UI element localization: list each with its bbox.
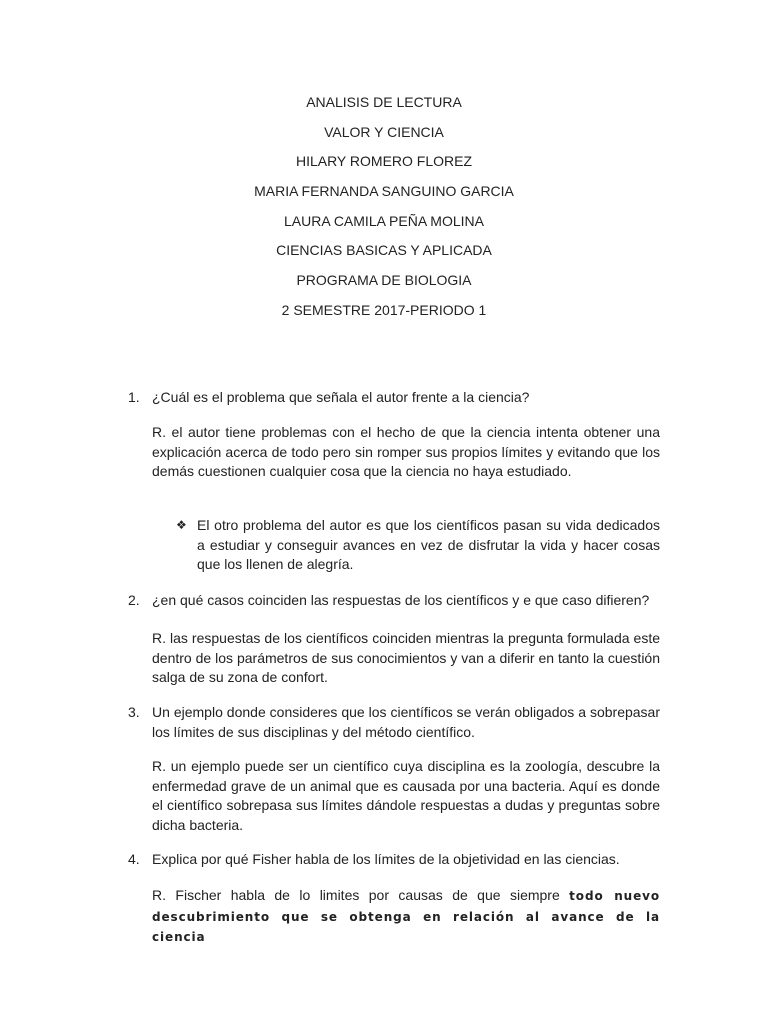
question-2 (128, 591, 660, 611)
answer-text: R. Fischer habla de lo limites por causas de que siempre (152, 887, 570, 903)
question-4 (128, 850, 660, 870)
answer-1: R. el autor tiene problemas con el hecho de que la ciencia intenta obtener una explicación acerca de todo pero sin romper sus propios límites y evitando que los demás cuestionen cualquier cosa que la ciencia no haya estudiado. (152, 424, 660, 479)
author-line: HILARY ROMERO FLOREZ (295, 153, 473, 170)
question-1 (128, 388, 660, 408)
title-block (0, 92, 768, 330)
question-number: 1. (128, 389, 140, 405)
question-number: 2. (128, 592, 140, 608)
faculty-line: CIENCIAS BASICAS Y APLICADA (276, 242, 492, 259)
answer-3: R. un ejemplo puede ser un científico cuya disciplina es la zoología, descubre la enfermedad grave de un animal que es causada por una bacteria. Aquí es donde el científico sobrepasa sus límites dándole respuestas a dudas y preguntas sobre dicha bacteria. (152, 758, 660, 833)
question-number: 4. (128, 851, 140, 867)
author-line: LAURA CAMILA PEÑA MOLINA (284, 212, 484, 229)
semester-line: 2 SEMESTRE 2017-PERIODO 1 (281, 301, 487, 318)
question-text: ¿en qué casos coinciden las respuestas de los científicos y e que caso difieren? (152, 592, 650, 608)
question-text: Explica por qué Fisher habla de los límites de la objetividad en las ciencias. (152, 851, 620, 867)
subject-line: VALOR Y CIENCIA (324, 123, 444, 140)
question-text: Un ejemplo donde consideres que los científicos se verán obligados a sobrepasar los límites de sus disciplinas y del método científico. (152, 704, 660, 740)
diamond-bullet-icon: ❖ (176, 518, 187, 532)
question-text: ¿Cuál es el problema que señala el autor frente a la ciencia? (152, 389, 530, 405)
question-number: 3. (128, 704, 140, 720)
answer-bold-text: todo nuevo descubrimiento que se obtenga en relación al avance de la ciencia (152, 889, 660, 944)
question-3 (128, 703, 660, 742)
bullet-text: El otro problema del autor es que los científicos pasan su vida dedicados a estudiar y conseguir avances en vez de disfrutar la vida y hacer cosas que los llenen de alegría. (197, 517, 660, 572)
author-line: MARIA FERNANDA SANGUINO GARCIA (254, 183, 514, 200)
answer-4 (152, 886, 660, 948)
program-line: PROGRAMA DE BIOLOGIA (296, 272, 472, 289)
title-line: ANALISIS DE LECTURA (306, 94, 462, 110)
bullet-point (176, 516, 660, 575)
answer-2: R. las respuestas de los científicos coinciden mientras la pregunta formulada este dentro de los parámetros de sus conocimientos y van a diferir en tanto la cuestión salga de su zona de confort. (152, 630, 660, 685)
